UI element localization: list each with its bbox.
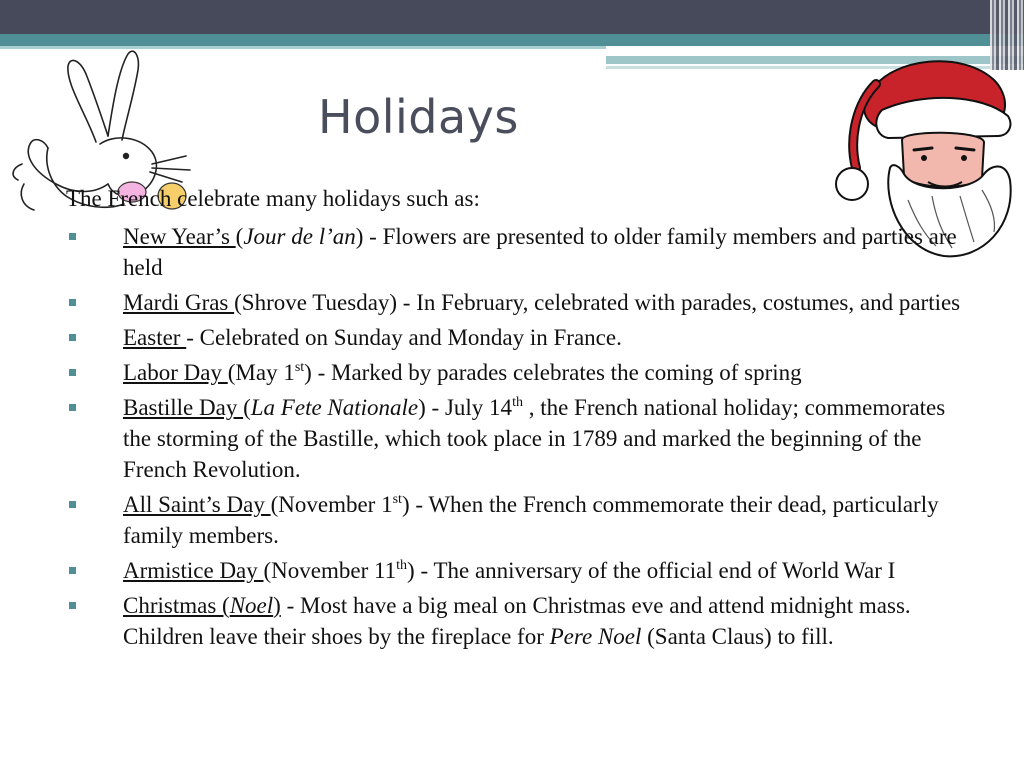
- list-item: [66, 555, 966, 586]
- ordinal-suffix: th: [512, 395, 523, 410]
- holiday-list: [66, 221, 966, 656]
- holiday-name: Easter: [123, 325, 187, 350]
- list-item: [66, 287, 966, 318]
- paren: (: [243, 395, 251, 420]
- holiday-name: All Saint’s Day: [123, 492, 271, 517]
- holiday-date: (November 11: [263, 558, 397, 583]
- list-item: [66, 489, 966, 551]
- intro-text: The French celebrate many holidays such as:: [66, 186, 480, 211]
- paren: ): [273, 593, 281, 618]
- bullet-icon: [69, 233, 76, 240]
- top-bar: [0, 0, 1024, 34]
- holiday-name: Labor Day: [123, 360, 228, 385]
- paren: ): [355, 224, 364, 249]
- bullet-icon: [69, 299, 76, 306]
- bullet-icon: [69, 334, 76, 341]
- paren: (: [235, 224, 244, 249]
- holiday-alt-name: Jour de l’an: [243, 224, 356, 249]
- slide-title: Holidays: [318, 90, 519, 144]
- holiday-description: ) - When the French commemorate their dead, particularly family members.: [123, 492, 939, 548]
- holiday-description: - Flowers are presented to older family members and parties are held: [123, 224, 957, 280]
- holiday-description: , the French national holiday; commemorates the storming of the Bastille, which took place in 1789 and marked the beginning of the French Revolution.: [123, 395, 946, 482]
- list-item: [66, 590, 966, 652]
- holiday-description: ) - Marked by parades celebrates the coming of spring: [304, 360, 802, 385]
- holiday-date: (November 1: [270, 492, 393, 517]
- list-item: [66, 322, 966, 353]
- holiday-date: ) - July 14: [418, 395, 513, 420]
- list-item: [66, 221, 966, 283]
- holiday-description: ) - The anniversary of the official end of World War I: [407, 558, 896, 583]
- list-item: [66, 392, 966, 485]
- bullet-icon: [69, 404, 76, 411]
- bullet-icon: [69, 602, 76, 609]
- holiday-name: Bastille Day: [123, 395, 244, 420]
- list-item: [66, 357, 966, 388]
- holiday-name: Mardi Gras: [123, 290, 235, 315]
- bullet-icon: [69, 567, 76, 574]
- holiday-name-group: [123, 593, 281, 618]
- holiday-name: Christmas (: [123, 593, 230, 618]
- holiday-description: - Most have a big meal on Christmas eve and attend midnight mass. Children leave their shoes by the fireplace for: [123, 593, 911, 649]
- holiday-description: (Shrove Tuesday) - In February, celebrated with parades, costumes, and parties: [234, 290, 961, 315]
- bullet-icon: [69, 369, 76, 376]
- ordinal-suffix: st: [294, 360, 305, 375]
- bullet-icon: [69, 501, 76, 508]
- ordinal-suffix: th: [396, 558, 408, 573]
- holiday-description-end: (Santa Claus) to fill.: [641, 624, 834, 649]
- ordinal-suffix: st: [392, 492, 402, 507]
- holiday-alt-name: Noel: [229, 593, 274, 618]
- holiday-name: Armistice Day: [123, 558, 264, 583]
- holiday-italic-term: Pere Noel: [549, 624, 642, 649]
- holiday-date: (May 1: [227, 360, 295, 385]
- holiday-description: - Celebrated on Sunday and Monday in France.: [186, 325, 622, 350]
- holiday-name: New Year’s: [123, 224, 236, 249]
- holiday-alt-name: La Fete Nationale: [250, 395, 419, 420]
